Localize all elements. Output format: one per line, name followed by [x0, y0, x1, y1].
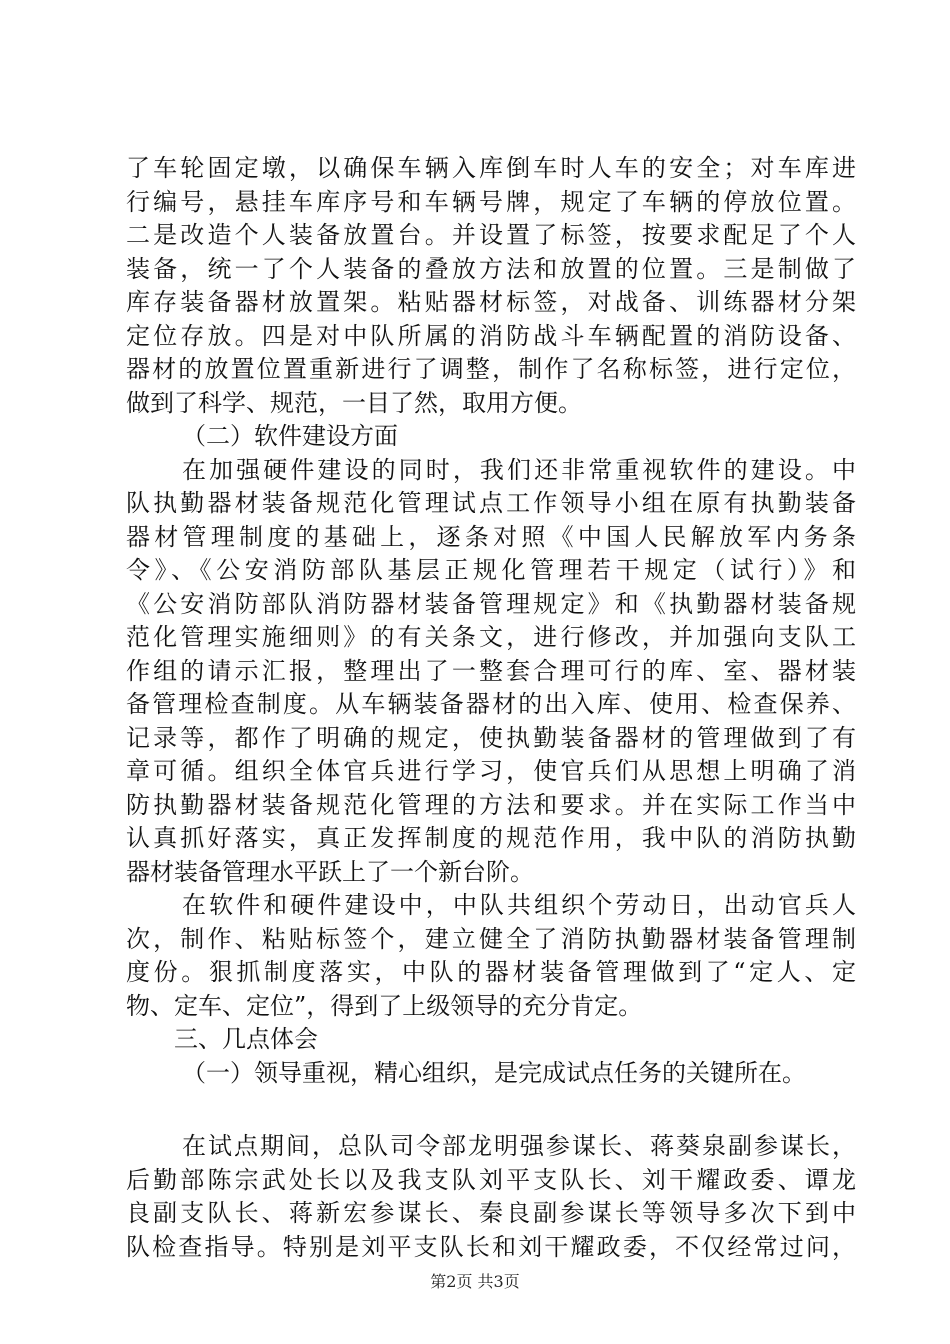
page-footer: 第2页 共3页: [430, 1272, 520, 1291]
text-line: 器材装备管理水平跃上了一个新台阶。: [126, 857, 534, 886]
text-line: 良副支队长、蒋新宏参谋长、秦良副参谋长等领导多次下到中: [126, 1199, 856, 1227]
text-line: 库存装备器材放置架。粘贴器材标签，对战备、训练器材分架: [126, 288, 856, 316]
subsection-heading: （一）领导重视，精心组织，是完成试点任务的关键所在。: [182, 1058, 806, 1087]
section-heading: 三、几点体会: [174, 1025, 318, 1053]
text-line: 备管理检查制度。从车辆装备器材的出入库、使用、检查保养、: [126, 690, 856, 718]
text-line: 器材的放置位置重新进行了调整，制作了名称标签，进行定位，: [126, 355, 856, 383]
text-line: 队检查指导。特别是刘平支队长和刘干耀政委，不仅经常过问，: [126, 1232, 856, 1261]
text-line: 二是改造个人装备放置台。并设置了标签，按要求配足了个人: [126, 221, 856, 249]
document-body: [126, 152, 856, 1264]
text-line: 了车轮固定墩，以确保车辆入库倒车时人车的安全；对车库进: [126, 154, 856, 182]
text-line: 在加强硬件建设的同时，我们还非常重视软件的建设。中: [182, 455, 856, 484]
text-line: 行编号，悬挂车库序号和车辆号牌，规定了车辆的停放位置。: [126, 187, 856, 216]
text-line: 队执勤器材装备规范化管理试点工作领导小组在原有执勤装备: [126, 489, 856, 517]
text-line: 物、定车、定位”，得到了上级领导的充分肯定。: [126, 991, 643, 1020]
text-line: 《公安消防部队消防器材装备管理规定》和《执勤器材装备规: [126, 589, 856, 618]
text-line: 装备，统一了个人装备的叠放方法和放置的位置。三是制做了: [126, 254, 856, 283]
text-line: 后勤部陈宗武处长以及我支队刘平支队长、刘干耀政委、谭龙: [126, 1165, 856, 1194]
text-line: 章可循。组织全体官兵进行学习，使官兵们从思想上明确了消: [126, 757, 856, 785]
text-line: 防执勤器材装备规范化管理的方法和要求。并在实际工作当中: [126, 790, 856, 819]
text-line: 作组的请示汇报，整理出了一整套合理可行的库、室、器材装: [126, 656, 856, 685]
text-line: 在试点期间，总队司令部龙明强参谋长、蒋葵泉副参谋长，: [182, 1132, 856, 1160]
text-line: 令》、《公安消防部队基层正规化管理若干规定（试行）》和: [126, 556, 856, 584]
text-line: 次，制作、粘贴标签个，建立健全了消防执勤器材装备管理制: [126, 924, 856, 953]
text-line: 器材管理制度的基础上，逐条对照《中国人民解放军内务条: [126, 522, 856, 551]
text-line: 记录等，都作了明确的规定，使执勤装备器材的管理做到了有: [126, 723, 856, 752]
text-line: 认真抓好落实，真正发挥制度的规范作用，我中队的消防执勤: [126, 824, 856, 852]
text-line: 定位存放。四是对中队所属的消防战斗车辆配置的消防设备、: [126, 321, 856, 350]
text-line: 范化管理实施细则》的有关条文，进行修改，并加强向支队工: [126, 623, 856, 651]
text-line: 做到了科学、规范，一目了然，取用方便。: [126, 388, 582, 417]
section-heading: （二）软件建设方面: [182, 422, 398, 450]
text-line: 度份。狠抓制度落实，中队的器材装备管理做到了“定人、定: [126, 958, 856, 986]
paragraph-gap: [126, 1090, 856, 1130]
text-line: 在软件和硬件建设中，中队共组织个劳动日，出动官兵人: [182, 891, 856, 919]
